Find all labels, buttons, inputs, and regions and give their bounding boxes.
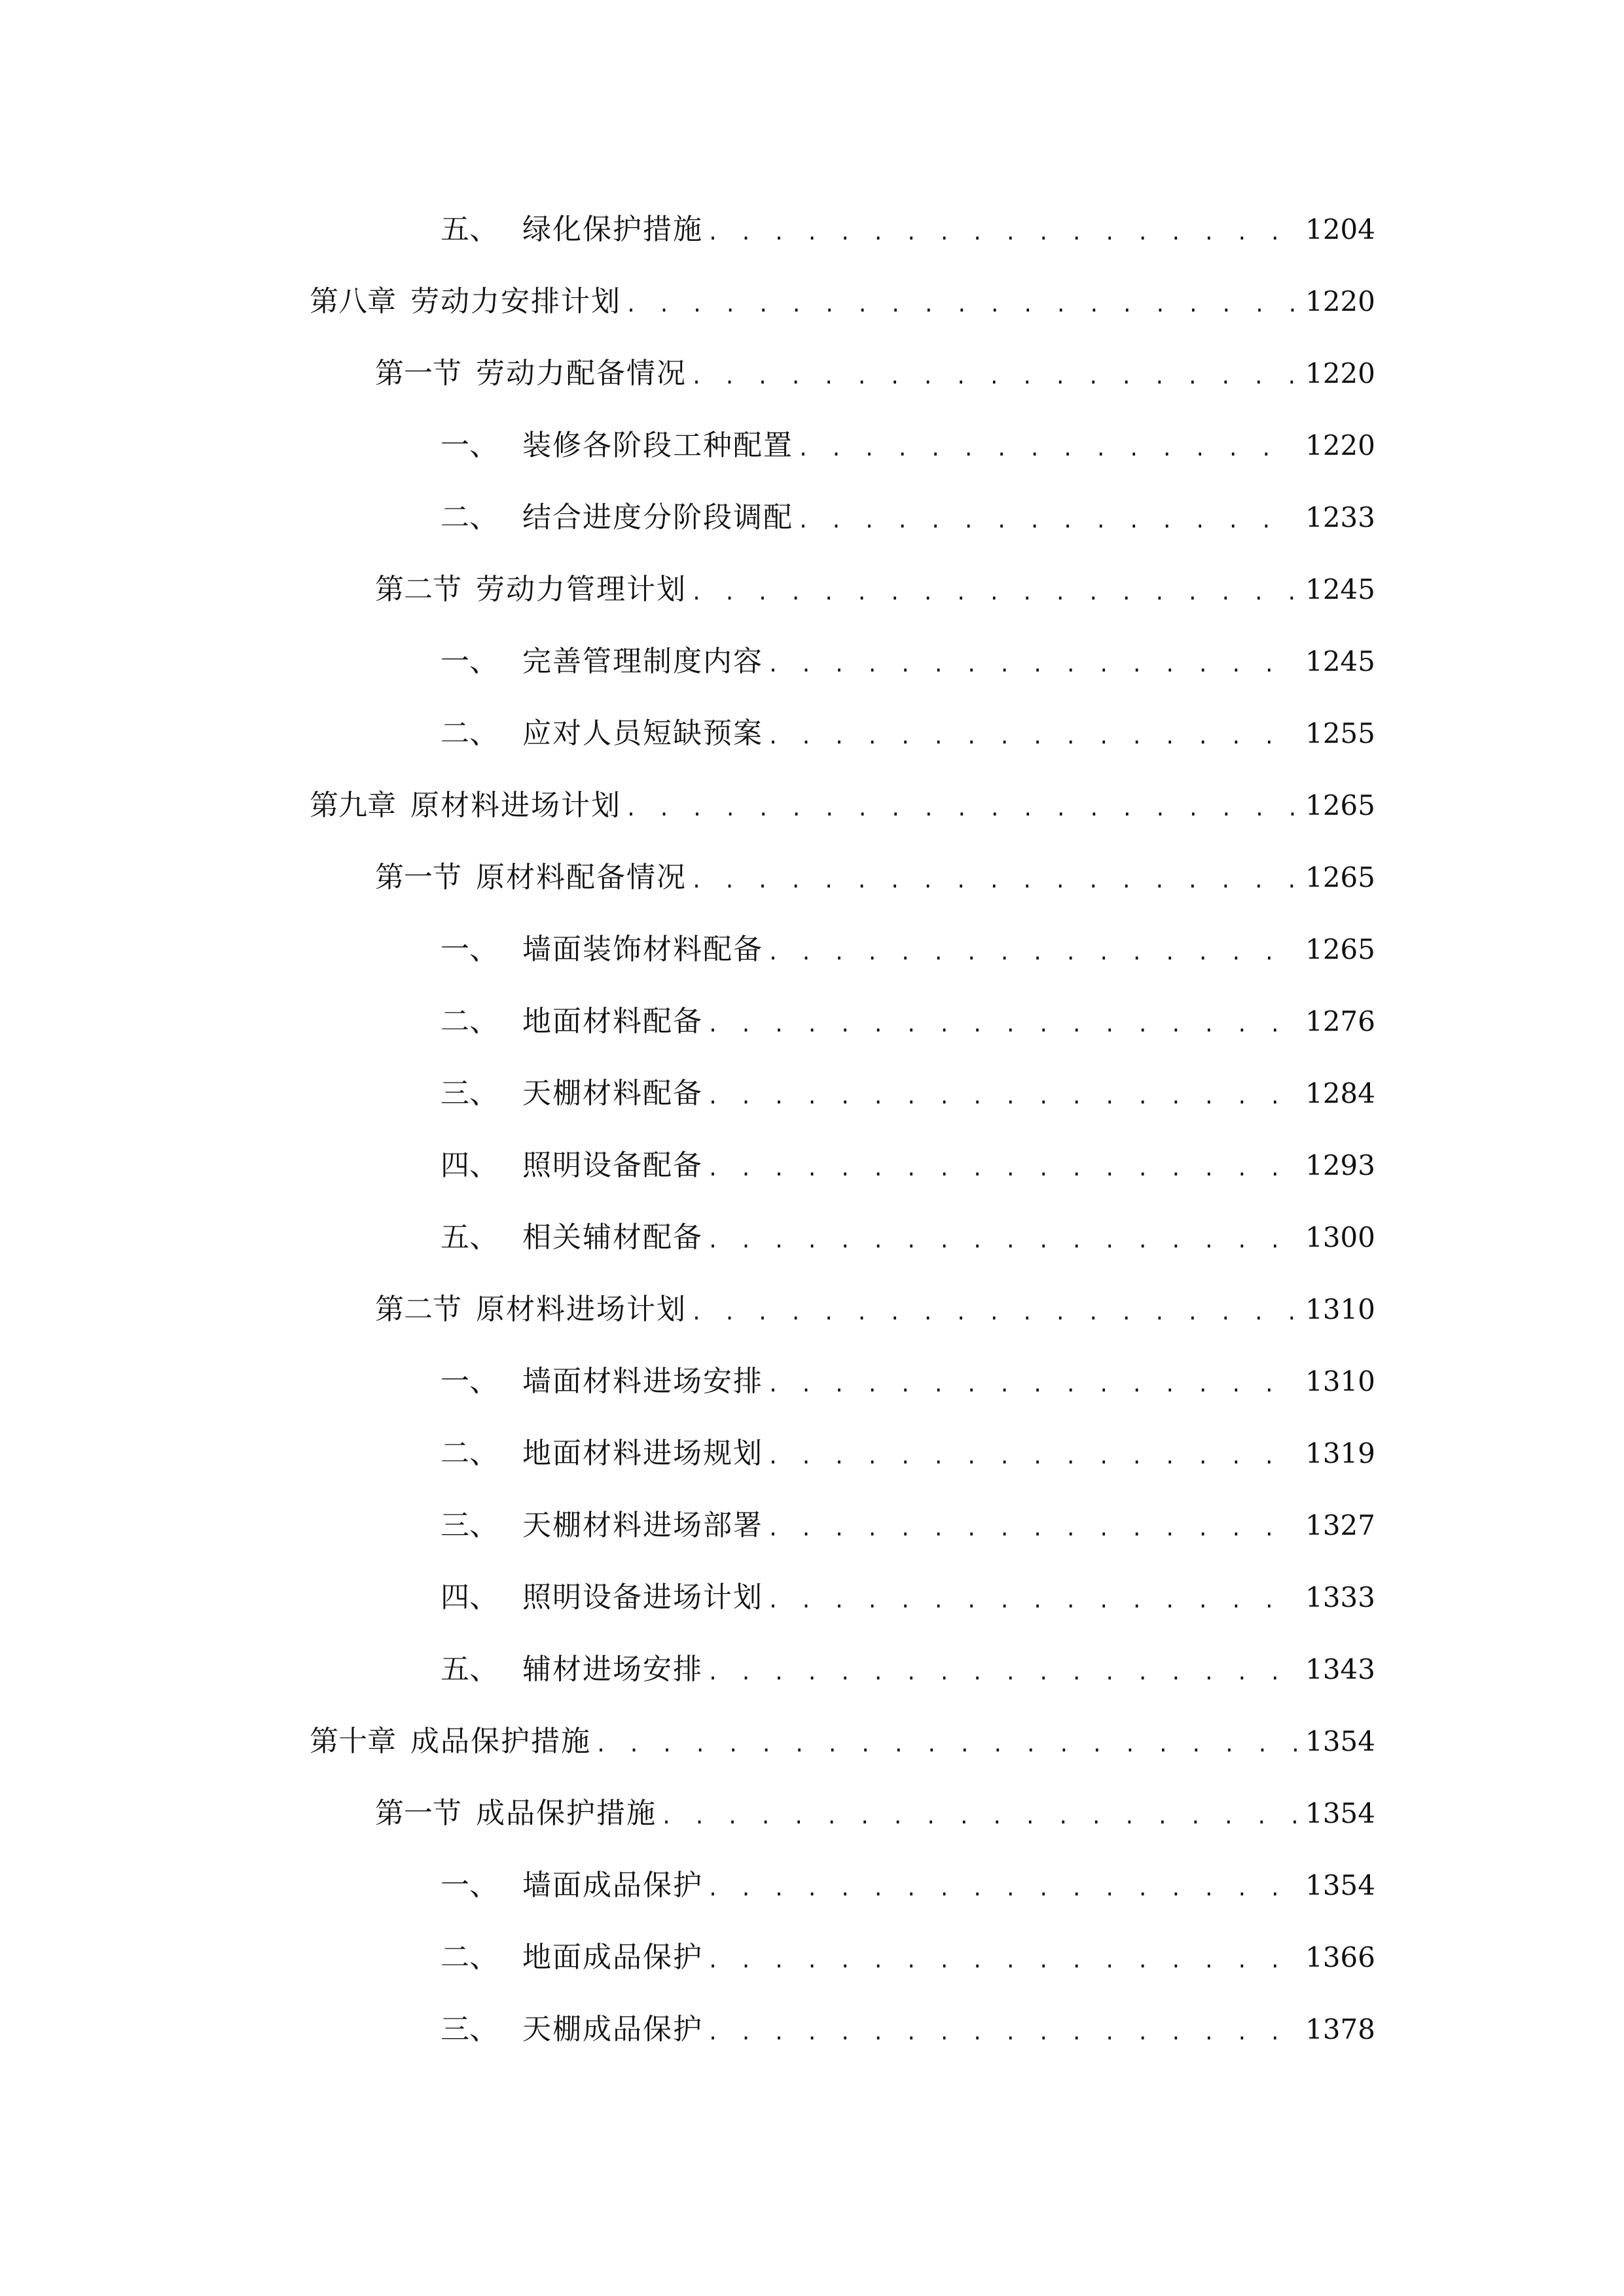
toc-entry-page: 1265: [1305, 789, 1375, 821]
toc-entry-page: 1220: [1305, 429, 1375, 461]
dot-leader: [691, 1287, 1297, 1340]
toc-entry-page: 1233: [1305, 501, 1375, 533]
toc-entry-page: 1366: [1305, 1941, 1375, 1973]
toc-entry[interactable]: [375, 1283, 1375, 1336]
toc-entry-title: 相关辅材配备: [522, 1221, 703, 1254]
toc-entry[interactable]: [375, 1787, 1375, 1840]
toc-entry-title: 墙面成品保护: [522, 1869, 703, 1902]
dot-leader: [707, 999, 1297, 1052]
toc-entry-number: 第二节: [375, 1293, 461, 1326]
toc-entry-page: 1204: [1305, 213, 1375, 245]
dot-leader: [707, 1863, 1297, 1916]
toc-entry-page: 1265: [1305, 861, 1375, 893]
toc-entry-title: 照明设备配备: [522, 1149, 703, 1182]
toc-entry[interactable]: [441, 1643, 1375, 1696]
toc-entry[interactable]: [441, 996, 1375, 1048]
toc-entry-title: 装修各阶段工种配置: [522, 429, 793, 462]
dot-leader: [707, 2007, 1297, 2060]
dot-leader: [707, 1215, 1297, 1268]
toc-entry-page: 1378: [1305, 2013, 1375, 2045]
toc-entry[interactable]: [441, 420, 1375, 472]
dot-leader: [767, 1359, 1297, 1412]
toc-entry[interactable]: [375, 852, 1375, 904]
toc-entry-number: 一、: [441, 645, 498, 678]
toc-entry-number: 二、: [441, 501, 498, 534]
toc-entry-page: 1284: [1305, 1077, 1375, 1109]
toc-entry-number: 第一节: [375, 1797, 461, 1830]
toc-entry-number: 一、: [441, 933, 498, 966]
toc-entry-title: 墙面装饰材料配备: [522, 933, 763, 966]
toc-entry[interactable]: [441, 708, 1375, 760]
toc-entry-page: 1310: [1305, 1365, 1375, 1397]
toc-entry-title: 天棚成品保护: [522, 2013, 703, 2046]
toc-entry-page: 1354: [1305, 1725, 1375, 1757]
toc-entry[interactable]: [441, 492, 1375, 544]
toc-entry-title: 辅材进场安排: [522, 1653, 703, 1686]
toc-entry-title: 地面材料配备: [522, 1005, 703, 1038]
toc-entry-number: 三、: [441, 2013, 498, 2046]
dot-leader: [767, 711, 1297, 764]
toc-entry-number: 第十章: [310, 1725, 396, 1758]
toc-entry[interactable]: [441, 2003, 1375, 2056]
toc-entry-page: 1276: [1305, 1005, 1375, 1037]
dot-leader: [691, 855, 1297, 908]
toc-entry-number: 第一节: [375, 861, 461, 894]
toc-entry[interactable]: [441, 924, 1375, 976]
dot-leader: [767, 639, 1297, 692]
dot-leader: [691, 567, 1297, 620]
toc-entry[interactable]: [441, 1355, 1375, 1408]
toc-entry-page: 1327: [1305, 1509, 1375, 1541]
dot-leader: [625, 783, 1297, 836]
toc-entry-title: 劳动力管理计划: [476, 573, 687, 606]
toc-entry[interactable]: [441, 1139, 1375, 1192]
toc-entry[interactable]: [441, 636, 1375, 688]
dot-leader: [767, 1503, 1297, 1556]
dot-leader: [707, 1647, 1297, 1700]
toc-entry-number: 一、: [441, 429, 498, 462]
dot-leader: [707, 207, 1297, 260]
toc-entry[interactable]: [441, 1067, 1375, 1120]
dot-leader: [767, 1431, 1297, 1484]
dot-leader: [767, 927, 1297, 980]
toc-entry-title: 完善管理制度内容: [522, 645, 763, 678]
toc-entry-title: 成品保护措施: [410, 1725, 591, 1758]
toc-entry-number: 五、: [441, 1221, 498, 1254]
toc-entry-number: 一、: [441, 1365, 498, 1398]
toc-entry-title: 天棚材料进场部署: [522, 1509, 763, 1542]
toc-entry-number: 五、: [441, 1653, 498, 1686]
toc-entry-page: 1220: [1305, 285, 1375, 317]
toc-entry-title: 地面材料进场规划: [522, 1437, 763, 1470]
toc-entry[interactable]: [441, 1571, 1375, 1624]
toc-entry-title: 劳动力配备情况: [476, 357, 687, 390]
toc-entry-title: 照明设备进场计划: [522, 1581, 763, 1614]
dot-leader: [660, 1791, 1297, 1844]
toc-entry[interactable]: [310, 276, 1375, 328]
toc-entry-title: 绿化保护措施: [522, 213, 703, 246]
toc-entry[interactable]: [441, 1211, 1375, 1264]
toc-entry-number: 二、: [441, 717, 498, 750]
toc-entry-number: 二、: [441, 1941, 498, 1974]
dot-leader: [707, 1071, 1297, 1124]
toc-entry-page: 1245: [1305, 573, 1375, 605]
toc-entry-title: 劳动力安排计划: [410, 285, 621, 318]
toc-entry-title: 原材料进场计划: [476, 1293, 687, 1326]
toc-entry[interactable]: [310, 780, 1375, 832]
toc-entry-page: 1333: [1305, 1581, 1375, 1613]
toc-entry-title: 原材料配备情况: [476, 861, 687, 894]
dot-leader: [691, 351, 1297, 404]
toc-entry-title: 原材料进场计划: [410, 789, 621, 822]
toc-entry-title: 墙面材料进场安排: [522, 1365, 763, 1398]
toc-entry-page: 1300: [1305, 1221, 1375, 1253]
toc-entry-number: 第一节: [375, 357, 461, 390]
toc-entry-number: 二、: [441, 1437, 498, 1470]
toc-entry-page: 1319: [1305, 1437, 1375, 1469]
dot-leader: [707, 1935, 1297, 1988]
toc-entry-number: 四、: [441, 1149, 498, 1182]
toc-entry[interactable]: [441, 204, 1375, 256]
toc-entry-number: 一、: [441, 1869, 498, 1902]
dot-leader: [767, 1575, 1297, 1628]
toc-entry[interactable]: [441, 1859, 1375, 1912]
toc-entry-page: 1310: [1305, 1293, 1375, 1325]
toc-entry-number: 三、: [441, 1077, 498, 1110]
toc-entry-title: 成品保护措施: [476, 1797, 657, 1830]
toc-entry-page: 1293: [1305, 1149, 1375, 1181]
toc-entry-page: 1220: [1305, 357, 1375, 389]
toc-entry-number: 三、: [441, 1509, 498, 1542]
toc-entry[interactable]: [441, 1427, 1375, 1480]
toc-entry[interactable]: [310, 1715, 1375, 1768]
toc-entry[interactable]: [375, 348, 1375, 400]
toc-entry-number: 二、: [441, 1005, 498, 1038]
toc-entry-page: 1354: [1305, 1869, 1375, 1901]
dot-leader: [625, 279, 1297, 332]
toc-entry[interactable]: [441, 1931, 1375, 1984]
toc-entry-title: 天棚材料配备: [522, 1077, 703, 1110]
toc-entry-title: 应对人员短缺预案: [522, 717, 763, 750]
toc-entry-page: 1265: [1305, 933, 1375, 965]
toc-entry-page: 1255: [1305, 717, 1375, 749]
dot-leader: [707, 1143, 1297, 1196]
toc-entry-number: 第二节: [375, 573, 461, 606]
dot-leader: [797, 423, 1297, 476]
toc-entry[interactable]: [441, 1499, 1375, 1552]
toc-entry-number: 四、: [441, 1581, 498, 1614]
toc-entry[interactable]: [375, 564, 1375, 616]
dot-leader: [595, 1719, 1297, 1772]
toc-entry-number: 第九章: [310, 789, 396, 822]
toc-entry-page: 1245: [1305, 645, 1375, 677]
toc-entry-page: 1343: [1305, 1653, 1375, 1685]
toc-entry-title: 地面成品保护: [522, 1941, 703, 1974]
toc-entry-page: 1354: [1305, 1797, 1375, 1829]
dot-leader: [797, 495, 1297, 548]
toc-entry-number: 五、: [441, 213, 498, 246]
toc-entry-number: 第八章: [310, 285, 396, 318]
toc-entry-title: 结合进度分阶段调配: [522, 501, 793, 534]
